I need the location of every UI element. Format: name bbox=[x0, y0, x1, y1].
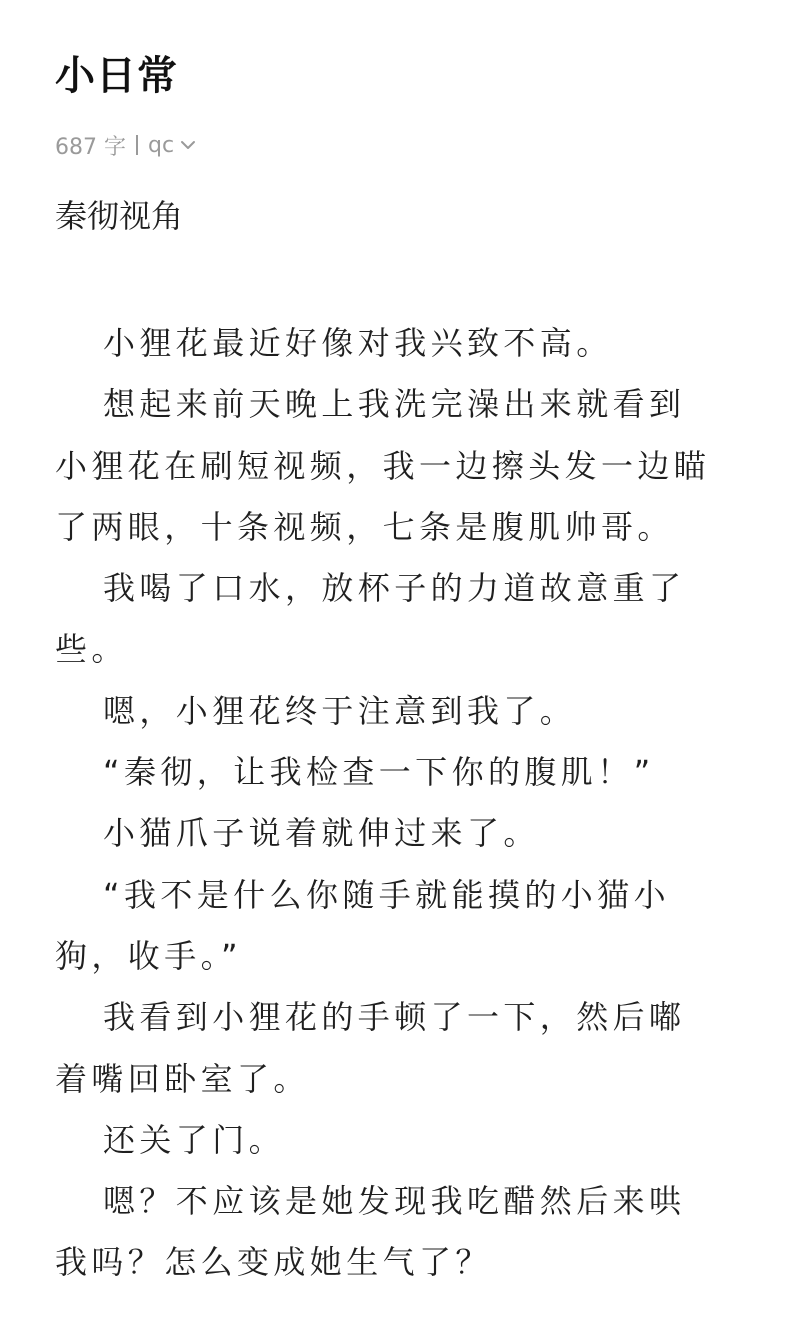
body-line: 小猫爪子说着就伸过来了。 bbox=[103, 814, 540, 853]
body-line: 我吗？怎么变成她生气了？ bbox=[55, 1243, 492, 1282]
body-line: “我不是什么你随手就能摸的小猫小 bbox=[103, 875, 670, 914]
body-line: 些。 bbox=[55, 630, 128, 669]
body-line: 着嘴回卧室了。 bbox=[55, 1059, 310, 1098]
body-line: 小狸花最近好像对我兴致不高。 bbox=[103, 324, 613, 362]
body-line: 还关了门。 bbox=[103, 1120, 286, 1159]
body-line: 狗，收手。” bbox=[55, 936, 242, 975]
body-line: 嗯？不应该是她发现我吃醋然后来哄 bbox=[103, 1182, 686, 1221]
article-subtitle: 秦彻视角 bbox=[55, 197, 184, 235]
body-line: 想起来前天晚上我洗完澡出来就看到 bbox=[103, 385, 686, 424]
article-meta bbox=[55, 130, 196, 160]
author-name[interactable]: qc bbox=[148, 132, 175, 158]
word-count: 687 字 bbox=[55, 134, 126, 160]
body-line: “秦彻，让我检查一下你的腹肌！” bbox=[103, 753, 655, 792]
body-line: 嗯，小狸花终于注意到我了。 bbox=[103, 691, 577, 730]
meta-divider bbox=[136, 135, 138, 155]
body-line: 我看到小狸花的手顿了一下，然后嘟 bbox=[103, 998, 686, 1037]
chevron-down-icon[interactable] bbox=[180, 139, 196, 151]
body-line: 我喝了口水，放杯子的力道故意重了 bbox=[103, 569, 686, 608]
article-body bbox=[55, 313, 745, 1294]
article-title: 小日常 bbox=[55, 53, 178, 99]
body-line: 小狸花在刷短视频，我一边擦头发一边瞄 bbox=[55, 446, 711, 485]
body-line: 了两眼，十条视频，七条是腹肌帅哥。 bbox=[55, 507, 674, 546]
